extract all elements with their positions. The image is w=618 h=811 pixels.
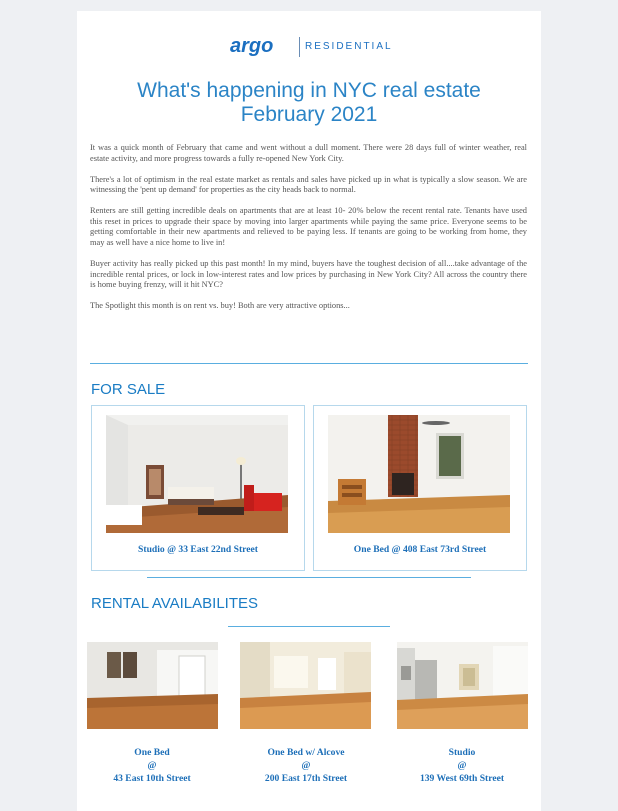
- intro-paragraph-4: Buyer activity has really picked up this past month! In my mind, buyers have the toughest decision of all....take advantage of the incredible rental prices, or lock in low-interest rates and low prices by purchasing in New York City? All across the country there is home buying frenzy, will it hit NYC?: [90, 258, 527, 290]
- intro-text: [90, 143, 527, 322]
- rental-address: 200 East 17th Street: [264, 773, 348, 784]
- brand-logo[interactable]: [77, 35, 541, 59]
- sale-listing-card[interactable]: [91, 405, 305, 571]
- intro-paragraph-2: There's a lot of optimism in the real estate market as rentals and sales have picked up in what is typically a slow season. We are witnessing the 'pent up demand' for properties as the city heads back to normal.: [90, 174, 527, 195]
- rental-photo-200-east-17th[interactable]: [240, 642, 371, 729]
- rental-caption-3[interactable]: [387, 746, 537, 785]
- sale-listing-caption[interactable]: One Bed @ 408 East 73rd Street: [353, 544, 487, 555]
- rental-caption-2[interactable]: [231, 746, 381, 785]
- listing-photo-one-bed[interactable]: [328, 415, 510, 533]
- rental-at: @: [301, 760, 311, 771]
- listing-photo-studio[interactable]: [106, 415, 288, 533]
- title-line-1: What's happening in NYC real estate: [137, 79, 481, 102]
- page-title: [77, 79, 541, 127]
- logo-divider: [299, 37, 300, 57]
- rental-address: 139 West 69th Street: [419, 773, 505, 784]
- rental-photo-43-east-10th[interactable]: [87, 642, 218, 729]
- rental-address: 43 East 10th Street: [113, 773, 191, 784]
- rental-type: One Bed w/ Alcove: [267, 747, 345, 758]
- section-divider-short: [228, 626, 390, 627]
- rentals-heading: RENTAL AVAILABILITES: [91, 595, 259, 612]
- rental-type: One Bed: [134, 747, 170, 758]
- intro-paragraph-3: Renters are still getting incredible deals on apartments that are at least 10- 20% below the recent rental rate. Tenants have used this reset in prices to upgrade their space by moving into larger apartments while paying the same price. Everyone seems to be getting comfortable in their new apartments and relieved to be paying less. If tenants are going to be working from home, they may as well have a nice home to live in!: [90, 206, 527, 247]
- intro-paragraph-1: It was a quick month of February that came and went without a dull moment. There were 28 days full of winter weather, real estate activity, and more progress towards a fully re-opened New York City.: [90, 143, 527, 163]
- newsletter-card: [77, 11, 541, 811]
- section-divider: [90, 363, 528, 364]
- section-divider: [147, 577, 471, 578]
- sale-listing-caption[interactable]: Studio @ 33 East 22nd Street: [138, 544, 258, 555]
- sale-listing-card[interactable]: [313, 405, 527, 571]
- logo-subtitle: RESIDENTIAL: [305, 41, 393, 52]
- intro-paragraph-5: The Spotlight this month is on rent vs. buy! Both are very attractive options...: [90, 301, 350, 311]
- rental-at: @: [457, 760, 467, 771]
- logo-wordmark: argo: [230, 35, 274, 57]
- rental-photo-139-west-69th[interactable]: [397, 642, 528, 729]
- rental-type: Studio: [448, 747, 476, 758]
- for-sale-heading: FOR SALE: [91, 381, 166, 398]
- rental-caption-1[interactable]: [77, 746, 227, 785]
- title-line-2: February 2021: [240, 103, 378, 126]
- rental-at: @: [147, 760, 157, 771]
